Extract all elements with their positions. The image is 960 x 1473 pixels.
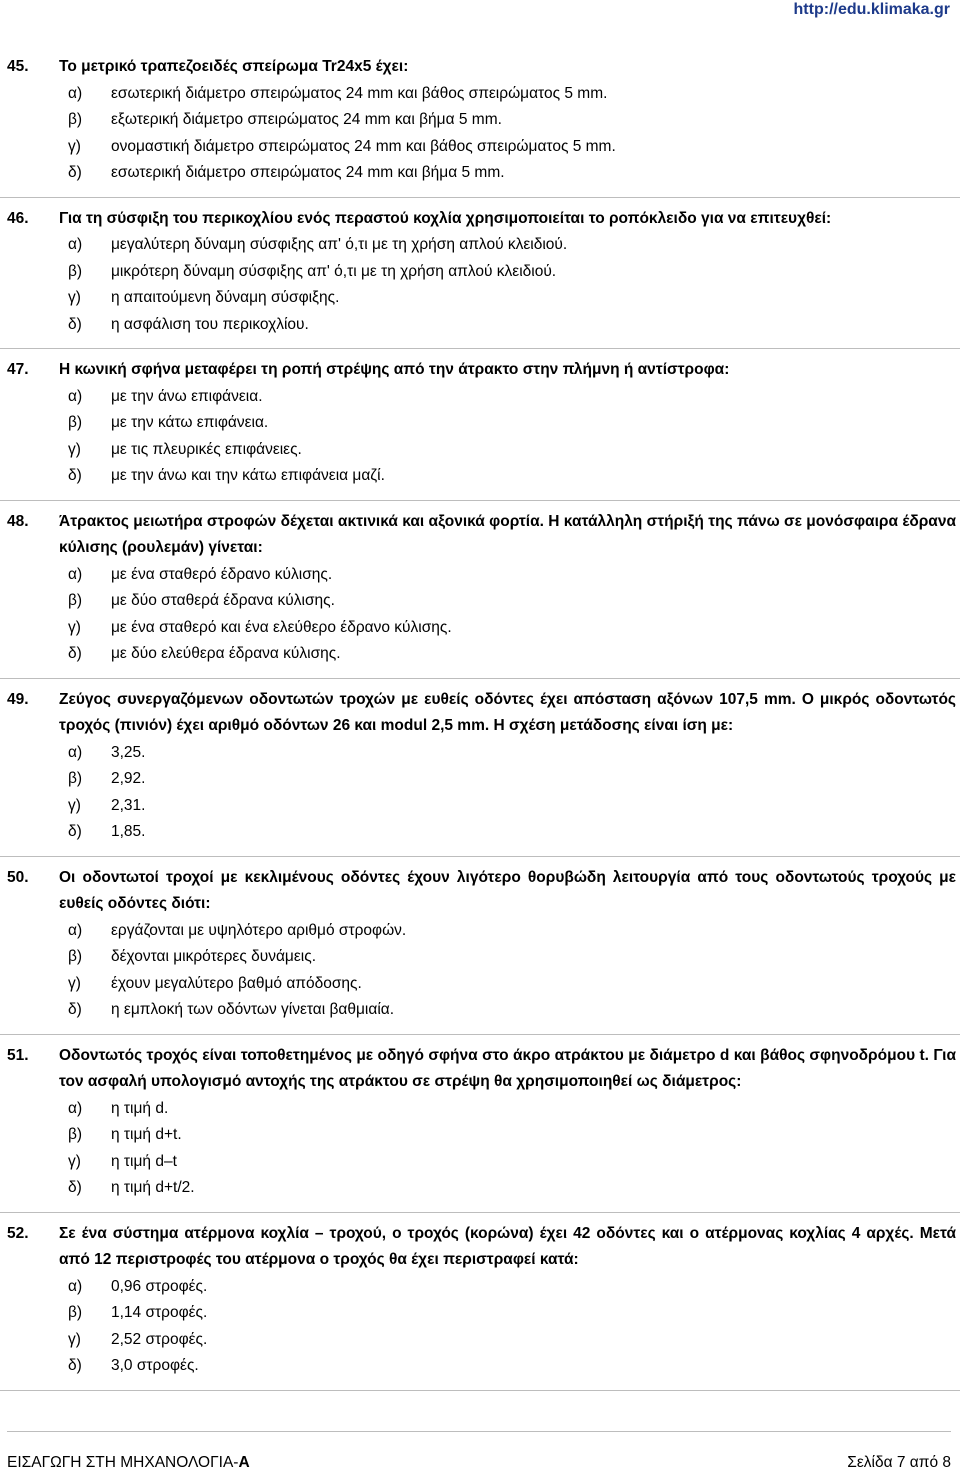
footer-title-main: ΕΙΣΑΓΩΓΗ ΣΤΗ ΜΗΧΑΝΟΛΟΓΙΑ- [7, 1454, 239, 1471]
question-item [0, 206, 960, 350]
answer-option [0, 259, 960, 286]
answer-option [0, 232, 960, 259]
question-text: Σε ένα σύστημα ατέρμονα κοχλία – τροχού, ο τροχός (κορώνα) έχει 42 οδόντες και ο ατέρμονας κοχλίας 4 αρχές. Μετά από 12 περιστροφές του ατέρμονα ο τροχός θα έχει περιστραφεί κατά: [59, 1224, 956, 1268]
option-letter: γ) [68, 1152, 81, 1170]
question-item [0, 1221, 960, 1391]
answer-option [0, 1175, 960, 1202]
option-letter: γ) [68, 137, 81, 155]
question-stem [0, 1221, 960, 1274]
option-letter: β) [68, 1304, 83, 1321]
answer-option [0, 562, 960, 589]
question-number: 50. [7, 868, 29, 886]
option-letter: β) [68, 262, 83, 280]
answer-option [0, 160, 960, 187]
option-text: η τιμή d+t/2. [111, 1179, 195, 1196]
option-letter: α) [68, 1099, 83, 1117]
option-letter: δ) [68, 1001, 82, 1018]
answer-option [0, 1149, 960, 1176]
question-list [0, 54, 960, 1399]
option-letter: δ) [68, 467, 82, 484]
footer-title [7, 1454, 250, 1472]
question-item [0, 687, 960, 857]
option-text: με τις πλευρικές επιφάνειες. [111, 440, 302, 458]
question-number: 52. [7, 1224, 29, 1242]
option-letter: γ) [68, 1330, 81, 1348]
answer-option [0, 641, 960, 668]
answer-option [0, 107, 960, 134]
option-text: με δύο ελεύθερα έδρανα κύλισης. [111, 645, 341, 662]
option-letter: δ) [68, 823, 82, 840]
option-text: 1,85. [111, 823, 146, 840]
option-text: ονομαστική διάμετρο σπειρώματος 24 mm και βάθος σπειρώματος 5 mm. [111, 137, 616, 155]
option-text: με την άνω και την κάτω επιφάνεια μαζί. [111, 467, 385, 484]
option-letter: α) [68, 1277, 83, 1295]
answer-option [0, 615, 960, 642]
option-text: με δύο σταθερά έδρανα κύλισης. [111, 592, 335, 609]
answer-option [0, 463, 960, 490]
question-number: 45. [7, 58, 29, 75]
option-letter: α) [68, 84, 83, 102]
page-footer [7, 1431, 951, 1471]
option-letter: β) [68, 592, 83, 609]
option-text: εσωτερική διάμετρο σπειρώματος 24 mm και βάθος σπειρώματος 5 mm. [111, 84, 608, 102]
option-text: εσωτερική διάμετρο σπειρώματος 24 mm και βήμα 5 mm. [111, 164, 505, 181]
option-text: έχουν μεγαλύτερο βαθμό απόδοσης. [111, 974, 362, 992]
answer-option [0, 944, 960, 971]
option-letter: γ) [68, 289, 81, 306]
question-number: 51. [7, 1046, 29, 1064]
option-text: 3,25. [111, 743, 146, 761]
option-letter: β) [68, 1126, 83, 1143]
option-letter: δ) [68, 164, 82, 181]
answer-option [0, 312, 960, 339]
question-item [0, 509, 960, 679]
option-letter: α) [68, 743, 83, 761]
question-stem [0, 1043, 960, 1096]
option-text: μεγαλύτερη δύναμη σύσφιξης απ' ό,τι με τη χρήση απλού κλειδιού. [111, 236, 568, 253]
option-text: εξωτερική διάμετρο σπειρώματος 24 mm και βήμα 5 mm. [111, 111, 502, 128]
option-text: 3,0 στροφές. [111, 1357, 199, 1374]
option-text: η τιμή d–t [111, 1152, 177, 1170]
question-number: 46. [7, 209, 29, 227]
option-letter: β) [68, 770, 83, 787]
question-number: 49. [7, 690, 29, 708]
answer-option [0, 1122, 960, 1149]
option-letter: α) [68, 565, 83, 583]
question-item [0, 54, 960, 198]
question-stem [0, 509, 960, 562]
option-letter: α) [68, 387, 83, 405]
question-item [0, 1043, 960, 1213]
option-text: 1,14 στροφές. [111, 1304, 208, 1321]
question-number: 48. [7, 512, 29, 530]
answer-option [0, 766, 960, 793]
answer-option [0, 1096, 960, 1123]
option-letter: γ) [68, 440, 81, 458]
option-text: 2,92. [111, 770, 146, 787]
question-stem [0, 865, 960, 918]
answer-option [0, 1274, 960, 1301]
option-text: εργάζονται με υψηλότερο αριθμό στροφών. [111, 921, 407, 939]
option-letter: δ) [68, 1357, 82, 1374]
option-text: με ένα σταθερό έδρανο κύλισης. [111, 565, 333, 583]
answer-option [0, 410, 960, 437]
answer-option [0, 971, 960, 998]
question-item [0, 357, 960, 501]
option-text: η εμπλοκή των οδόντων γίνεται βαθμιαία. [111, 1001, 395, 1018]
option-text: η ασφάλιση του περικοχλίου. [111, 315, 309, 333]
option-text: η τιμή d. [111, 1099, 169, 1117]
option-letter: α) [68, 921, 83, 939]
option-text: με την άνω επιφάνεια. [111, 387, 263, 405]
answer-option [0, 285, 960, 312]
answer-option [0, 918, 960, 945]
option-letter: γ) [68, 974, 81, 992]
question-item [0, 865, 960, 1035]
option-letter: δ) [68, 315, 82, 333]
question-text: Η κωνική σφήνα μεταφέρει τη ροπή στρέψης από την άτρακτο στην πλήμνη ή αντίστροφα: [59, 361, 730, 378]
question-text: Το μετρικό τραπεζοειδές σπείρωμα Tr24x5 έχει: [59, 58, 409, 75]
option-text: η τιμή d+t. [111, 1126, 182, 1143]
answer-option [0, 134, 960, 161]
question-stem [0, 206, 960, 233]
question-text: Άτρακτος μειωτήρα στροφών δέχεται ακτινικά και αξονικά φορτία. Η κατάλληλη στήριξή της πάνω σε μονόσφαιρα έδρανα κύλισης (ρουλεμάν) γίνεται: [59, 512, 956, 556]
option-letter: γ) [68, 796, 81, 814]
question-text: Οδοντωτός τροχός είναι τοποθετημένος με οδηγό σφήνα στο άκρο ατράκτου με διάμετρο d και βάθος σφηνοδρόμου t. Για τον ασφαλή υπολογισμό αντοχής της ατράκτου σε στρέψη θα χρησιμοποιηθεί ως διάμετρος: [59, 1046, 956, 1090]
option-text: 2,31. [111, 796, 146, 814]
option-letter: γ) [68, 618, 81, 636]
answer-option [0, 819, 960, 846]
header-url[interactable]: http://edu.klimaka.gr [793, 1, 950, 18]
question-number: 47. [7, 361, 29, 378]
page-number: Σελίδα 7 από 8 [847, 1454, 951, 1471]
option-letter: β) [68, 111, 83, 128]
answer-option [0, 81, 960, 108]
option-text: η απαιτούμενη δύναμη σύσφιξης. [111, 289, 340, 306]
answer-option [0, 437, 960, 464]
question-text: Οι οδοντωτοί τροχοί με κεκλιμένους οδόντες έχουν λιγότερο θορυβώδη λειτουργία από τους οδοντωτούς τροχούς με ευθείς οδόντες διότι: [59, 868, 956, 912]
answer-option [0, 793, 960, 820]
question-stem [0, 54, 960, 81]
answer-option [0, 1300, 960, 1327]
option-letter: δ) [68, 1179, 82, 1196]
answer-option [0, 588, 960, 615]
option-letter: β) [68, 948, 83, 965]
question-stem [0, 357, 960, 384]
answer-option [0, 1327, 960, 1354]
answer-option [0, 384, 960, 411]
option-text: με την κάτω επιφάνεια. [111, 414, 269, 431]
option-text: 2,52 στροφές. [111, 1330, 208, 1348]
question-text: Για τη σύσφιξη του περικοχλίου ενός περαστού κοχλία χρησιμοποιείται το ροπόκλειδο για να επιτευχθεί: [59, 209, 832, 227]
option-letter: β) [68, 414, 83, 431]
question-stem [0, 687, 960, 740]
footer-title-suffix: Α [238, 1454, 250, 1471]
option-letter: δ) [68, 645, 82, 662]
answer-option [0, 1353, 960, 1380]
option-text: 0,96 στροφές. [111, 1277, 208, 1295]
option-text: μικρότερη δύναμη σύσφιξης απ' ό,τι με τη χρήση απλού κλειδιού. [111, 262, 557, 280]
option-text: με ένα σταθερό και ένα ελεύθερο έδρανο κύλισης. [111, 618, 452, 636]
option-letter: α) [68, 236, 83, 253]
option-text: δέχονται μικρότερες δυνάμεις. [111, 948, 316, 965]
answer-option [0, 740, 960, 767]
question-text: Ζεύγος συνεργαζόμενων οδοντωτών τροχών με ευθείς οδόντες έχει απόσταση αξόνων 107,5 mm. Ο μικρός οδοντωτός τροχός (πινιόν) έχει αριθμό οδόντων 26 και modul 2,5 mm. Η σχέση μετάδοσης είναι ίση με: [59, 690, 956, 734]
answer-option [0, 997, 960, 1024]
